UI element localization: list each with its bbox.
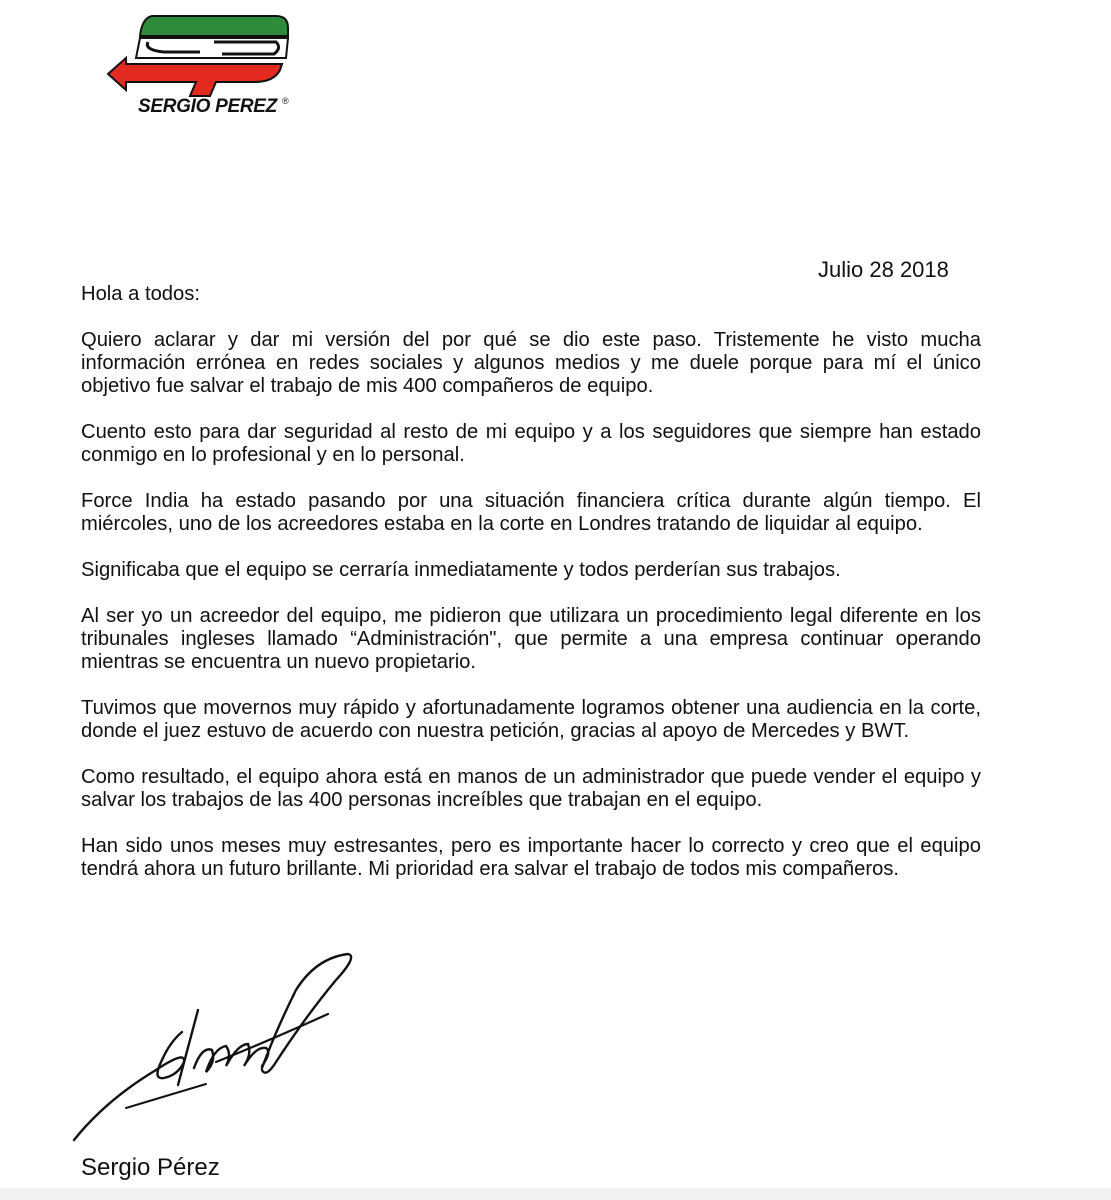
logo-brand-text: SERGIO PEREZ — [138, 96, 277, 117]
signature-name: Sergio Pérez — [81, 1154, 220, 1181]
page-bottom-edge — [0, 1188, 1111, 1200]
letter-greeting: Hola a todos: — [81, 283, 200, 305]
letter-body — [81, 283, 981, 904]
letter-paragraph: Significaba que el equipo se cerraría inmediatamente y todos perderían sus trabajos. — [81, 559, 841, 581]
logo-red-arrow — [108, 58, 282, 96]
letter-paragraph: Al ser yo un acreedor del equipo, me pidieron que utilizara un procedimiento legal diferente en los tribunales ingleses llamado “Administración", que permite a una empresa continuar operando mientras se encuentra un nuevo propietario. — [81, 605, 981, 673]
letter-paragraph: Cuento esto para dar seguridad al resto de mi equipo y a los seguidores que siempre han estado conmigo en lo profesional y en lo personal. — [81, 421, 981, 466]
registered-mark: ® — [282, 96, 289, 106]
letter-date: Julio 28 2018 — [818, 257, 949, 282]
letter-paragraph: Force India ha estado pasando por una situación financiera crítica durante algún tiempo. El miércoles, uno de los acreedores estaba en la corte en Londres tratando de liquidar al equipo. — [81, 490, 981, 535]
sergio-perez-logo — [104, 12, 294, 120]
letter-paragraph: Tuvimos que movernos muy rápido y afortunadamente logramos obtener una audiencia en la corte, donde el juez estuvo de acuerdo con nuestra petición, gracias al apoyo de Mercedes y BWT. — [81, 697, 981, 742]
letter-paragraph: Quiero aclarar y dar mi versión del por qué se dio este paso. Tristemente he visto mucha información errónea en redes sociales y algunos medios y me duele porque para mí el único objetivo fue salvar el trabajo de mis 400 compañeros de equipo. — [81, 329, 981, 397]
letter-paragraph: Han sido unos meses muy estresantes, pero es importante hacer lo correcto y creo que el equipo tendrá ahora un futuro brillante. Mi prioridad era salvar el trabajo de todos mis compañeros. — [81, 835, 981, 880]
sp-monogram-icon — [104, 12, 294, 102]
letter-paragraph: Como resultado, el equipo ahora está en manos de un administrador que puede vender el equipo y salvar los trabajos de las 400 personas increíbles que trabajan en el equipo. — [81, 766, 981, 811]
logo-green-band — [140, 16, 288, 36]
handwritten-signature — [66, 950, 366, 1150]
